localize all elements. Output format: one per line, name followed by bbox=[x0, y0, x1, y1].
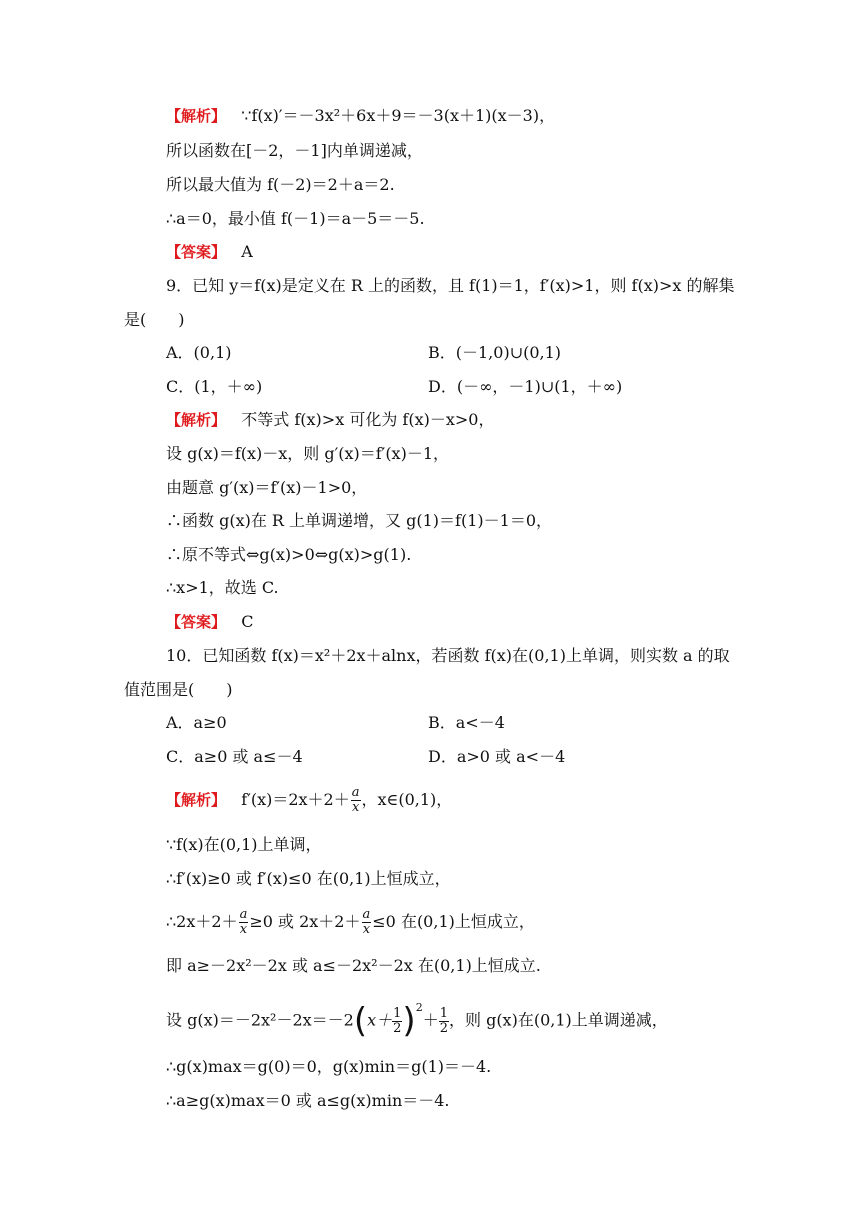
line-text: 所以函数在[－2，－1]内单调递减， bbox=[166, 141, 423, 160]
fraction-numerator: 1 bbox=[393, 1005, 402, 1021]
line-text: ∴2x＋2＋ bbox=[166, 912, 238, 931]
q9-option-b: B．(－1,0)∪(0,1) bbox=[428, 343, 562, 362]
fraction-denominator: 2 bbox=[439, 1020, 448, 1036]
q10-option-c: C．a≥0 或 a≤－4 bbox=[166, 747, 303, 766]
fraction bbox=[392, 1007, 402, 1036]
fraction bbox=[439, 1007, 449, 1036]
question-10-stem-cont: 值范围是( ) bbox=[124, 680, 233, 699]
line-text: 不等式 f(x)>x 可化为 f(x)－x>0， bbox=[241, 410, 495, 429]
line-text: f′(x)＝2x＋2＋ bbox=[241, 790, 350, 809]
q10-option-b: B．a<－4 bbox=[428, 713, 505, 732]
answer-value: A bbox=[241, 242, 253, 261]
line-text: ∴x>1，故选 C. bbox=[166, 578, 279, 597]
right-paren: ) bbox=[402, 1001, 416, 1041]
question-9-stem-cont: 是( ) bbox=[124, 310, 185, 329]
exponent: 2 bbox=[415, 1001, 423, 1015]
left-paren: ( bbox=[353, 1001, 368, 1041]
question-9-stem: 9．已知 y＝f(x)是定义在 R 上的函数，且 f(1)＝1，f′(x)>1，则 f(x)>x 的解集 bbox=[166, 276, 735, 295]
analysis-tag: 【解析】 bbox=[166, 411, 227, 429]
fraction bbox=[351, 786, 361, 815]
fraction-denominator: x bbox=[351, 800, 360, 815]
line-answer-8 bbox=[166, 242, 253, 262]
line-text: ≥0 或 2x＋2＋ bbox=[249, 912, 361, 931]
fraction-numerator: a bbox=[239, 907, 248, 922]
fraction-numerator: a bbox=[351, 785, 360, 800]
q10-option-a: A．a≥0 bbox=[166, 713, 227, 732]
line-text: ∴f′(x)≥0 或 f′(x)≤0 在(0,1)上恒成立， bbox=[166, 869, 451, 888]
line-text: ∴a＝0，最小值 f(－1)＝a－5＝－5. bbox=[166, 209, 425, 228]
answer-tag: 【答案】 bbox=[166, 613, 227, 631]
question-10-stem: 10．已知函数 f(x)＝x²＋2x＋alnx，若函数 f(x)在(0,1)上单调，则实数 a 的取 bbox=[166, 646, 730, 665]
answer-value: C bbox=[241, 612, 254, 631]
q9-option-a: A．(0,1) bbox=[166, 343, 232, 362]
line-text: 所以最大值为 f(－2)＝2＋a＝2. bbox=[166, 175, 395, 194]
line-analysis-9 bbox=[166, 410, 494, 430]
line-text: ∵f(x)在(0,1)上单调， bbox=[166, 835, 322, 854]
line-inequality bbox=[166, 908, 535, 937]
line-text: 设 g(x)＝f(x)－x，则 g′(x)＝f′(x)－1， bbox=[166, 444, 450, 463]
line-text: 由题意 g′(x)＝f′(x)－1>0， bbox=[166, 478, 368, 497]
answer-tag: 【答案】 bbox=[166, 243, 227, 261]
plus-sign: ＋ bbox=[422, 1010, 439, 1030]
line-text: ∴a≥g(x)max＝0 或 a≤g(x)min＝－4. bbox=[166, 1091, 450, 1110]
line-text: 设 g(x)＝－2x²－2x＝－2 bbox=[166, 1010, 354, 1030]
q9-option-c: C．(1，＋∞) bbox=[166, 377, 263, 396]
fraction bbox=[362, 908, 372, 937]
q9-option-d: D．(－∞，－1)∪(1，＋∞) bbox=[428, 377, 623, 396]
line-text: ，x∈(0,1)， bbox=[361, 790, 453, 809]
line-text: ≤0 在(0,1)上恒成立， bbox=[372, 912, 535, 931]
q10-option-d: D．a>0 或 a<－4 bbox=[428, 747, 566, 766]
line-text: ，则 g(x)在(0,1)上单调递减， bbox=[448, 1010, 668, 1030]
fraction bbox=[239, 908, 249, 937]
analysis-tag: 【解析】 bbox=[166, 791, 227, 809]
line-text: ∵f(x)′＝－3x²＋6x＋9＝－3(x＋1)(x－3)， bbox=[241, 106, 556, 125]
fraction-denominator: x bbox=[239, 922, 248, 937]
inner-expr: x＋ bbox=[367, 1010, 393, 1030]
line-analysis-8 bbox=[166, 106, 555, 126]
line-analysis-10 bbox=[166, 786, 452, 815]
analysis-tag: 【解析】 bbox=[166, 107, 227, 125]
fraction-denominator: 2 bbox=[393, 1020, 402, 1036]
line-text: ∴函数 g(x)在 R 上单调递增，又 g(1)＝f(1)－1＝0， bbox=[166, 511, 552, 530]
line-text: ∴g(x)max＝g(0)＝0，g(x)min＝g(1)＝－4. bbox=[166, 1057, 492, 1076]
line-g-definition bbox=[166, 1001, 668, 1041]
fraction-denominator: x bbox=[362, 922, 371, 937]
line-text: ∴原不等式⇔g(x)>0⇔g(x)>g(1). bbox=[166, 545, 412, 564]
line-answer-9 bbox=[166, 612, 254, 632]
fraction-numerator: 1 bbox=[439, 1005, 448, 1021]
line-text: 即 a≥－2x²－2x 或 a≤－2x²－2x 在(0,1)上恒成立. bbox=[166, 956, 541, 975]
fraction-numerator: a bbox=[362, 907, 371, 922]
